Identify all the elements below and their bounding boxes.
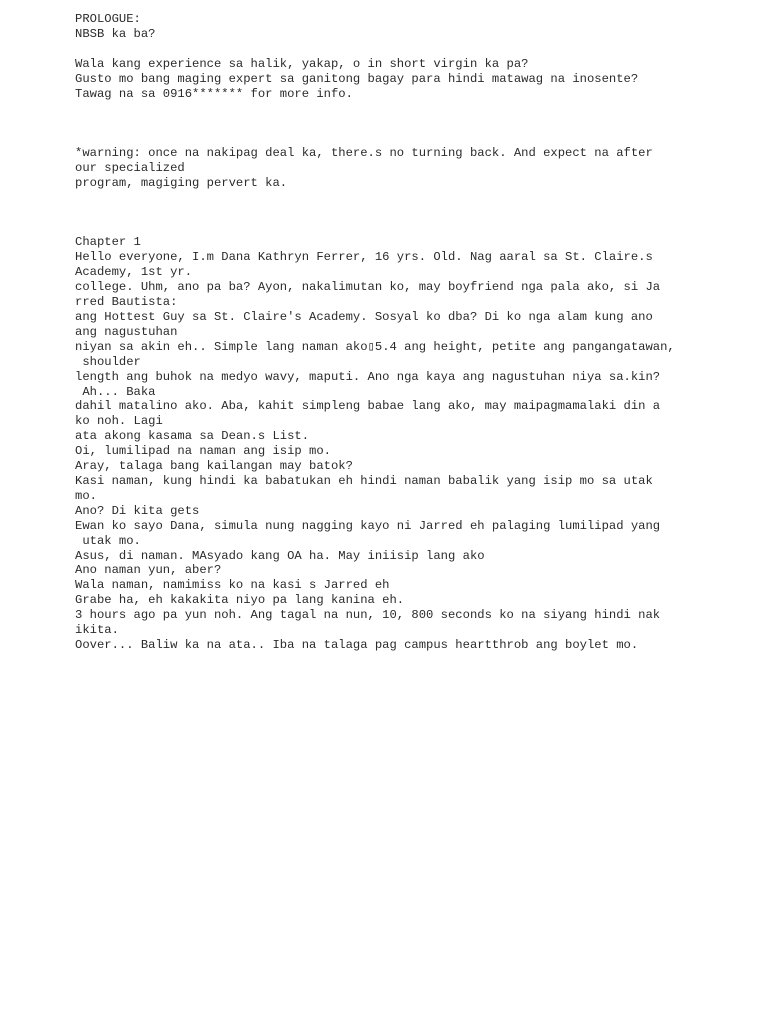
chapter-line: Ano? Di kita gets [75, 503, 200, 518]
chapter-line: Ano naman yun, aber? [75, 563, 222, 578]
chapter-line: Aray, talaga bang kailangan may batok? [75, 459, 353, 474]
chapter-line: Ah... Baka [75, 384, 156, 399]
prologue-question: NBSB ka ba? [75, 26, 156, 41]
document-text [75, 12, 715, 653]
chapter-line: Asus, di naman. MAsyado kang OA ha. May iniisip lang ako [75, 548, 485, 563]
blank-line [75, 206, 715, 221]
blank-line [75, 221, 715, 236]
chapter-line: dahil matalino ako. Aba, kahit simpleng babae lang ako, may maipagmamalaki din a [75, 399, 661, 414]
blank-line [75, 101, 715, 116]
prologue-heading: PROLOGUE: [75, 12, 141, 26]
chapter-line: mo. [75, 488, 97, 503]
prologue-line: Tawag na sa 0916******* for more info. [75, 86, 353, 101]
chapter-line: ang Hottest Guy sa St. Claire's Academy. Sosyal ko dba? Di ko nga alam kung ano [75, 310, 653, 325]
chapter-line: college. Uhm, ano pa ba? Ayon, nakalimutan ko, may boyfriend nga pala ako, si Ja [75, 280, 661, 295]
chapter-line: rred Bautista: [75, 295, 178, 310]
blank-line [75, 116, 715, 131]
chapter-line: ang nagustuhan [75, 324, 178, 339]
warning-line: program, magiging pervert ka. [75, 175, 288, 190]
chapter-line: length ang buhok na medyo wavy, maputi. Ano nga kaya ang nagustuhan niya sa.kin? [75, 369, 661, 384]
blank-line [75, 131, 715, 146]
warning-line: *warning: once na nakipag deal ka, there.s no turning back. And expect na after [75, 146, 653, 161]
chapter-line: ata akong kasama sa Dean.s List. [75, 429, 310, 444]
chapter-line: ko noh. Lagi [75, 414, 163, 429]
prologue-line: Wala kang experience sa halik, yakap, o in short virgin ka pa? [75, 56, 529, 71]
chapter-line: Oover... Baliw ka na ata.. Iba na talaga pag campus heartthrob ang boylet mo. [75, 637, 639, 652]
chapter-line: Academy, 1st yr. [75, 265, 193, 280]
blank-line [75, 191, 715, 206]
chapter-line: Grabe ha, eh kakakita niyo pa lang kanina eh. [75, 593, 405, 608]
chapter-line: niyan sa akin eh.. Simple lang naman ako▯5.4 ang height, petite ang pangangatawan, [75, 339, 675, 354]
chapter-line: Hello everyone, I.m Dana Kathryn Ferrer, 16 yrs. Old. Nag aaral sa St. Claire.s [75, 250, 653, 265]
blank-line [75, 42, 715, 57]
chapter-line: Oi, lumilipad na naman ang isip mo. [75, 444, 331, 459]
chapter-line: shoulder [75, 354, 141, 369]
chapter-line: Kasi naman, kung hindi ka babatukan eh hindi naman babalik yang isip mo sa utak [75, 473, 653, 488]
chapter-line: ikita. [75, 623, 119, 638]
warning-line: our specialized [75, 161, 185, 175]
chapter-line: utak mo. [75, 533, 141, 548]
chapter-line: Wala naman, namimiss ko na kasi s Jarred eh [75, 578, 390, 593]
chapter-line: Ewan ko sayo Dana, simula nung nagging kayo ni Jarred eh palaging lumilipad yang [75, 518, 661, 533]
prologue-line: Gusto mo bang maging expert sa ganitong bagay para hindi matawag na inosente? [75, 71, 639, 86]
chapter-line: 3 hours ago pa yun noh. Ang tagal na nun, 10, 800 seconds ko na siyang hindi nak [75, 608, 661, 623]
chapter-heading: Chapter 1 [75, 235, 141, 250]
